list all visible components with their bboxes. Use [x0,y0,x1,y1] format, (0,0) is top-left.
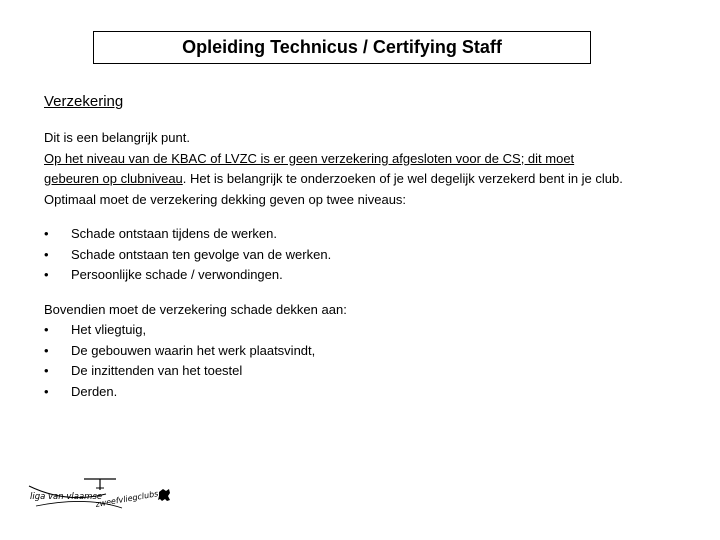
slide-title: Opleiding Technicus / Certifying Staff [182,37,502,57]
intro-line-2: Op het niveau van de KBAC of LVZC is er geen verzekering afgesloten voor de CS; dit moet [44,150,575,166]
glider-lion-logo-icon [26,474,176,514]
svg-text:liga van vlaamse: liga van vlaamse [30,492,103,502]
bullet: • [44,342,49,358]
list-item-text: Schade ontstaan ten gevolge van de werken. [71,246,332,262]
list-item-text: Persoonlijke schade / verwondingen. [71,267,283,282]
list-item-text: De gebouwen waarin het werk plaatsvindt, [71,342,316,358]
levels-list [44,224,694,286]
bullet: • [44,246,49,262]
list-item [44,382,694,403]
list-item [44,320,694,341]
list-item [44,341,694,362]
section-heading: Verzekering [44,93,124,110]
slide-title-box [93,31,591,64]
intro-line-3 [44,169,694,190]
list-item [44,224,694,245]
list-item-text: Schade ontstaan tijdens de werken. [71,226,277,241]
coverage-intro: Bovendien moet de verzekering schade dekken aan: [44,301,347,317]
bullet: • [44,226,49,241]
slide-content [44,93,694,402]
list-item-text: De inzittenden van het toestel [71,363,243,378]
bullet: • [44,363,49,378]
list-item [44,361,694,382]
intro-line-3-underlined: gebeuren op clubniveau [44,171,183,186]
intro-line-1: Dit is een belangrijk punt. [44,130,190,145]
bullet: • [44,267,49,282]
coverage-list [44,320,694,402]
intro-line-3-rest: . Het is belangrijk te onderzoeken of je wel degelijk verzekerd bent in je club. [182,171,623,186]
list-item [44,265,694,286]
bullet: • [44,322,49,337]
intro-line-4: Optimaal moet de verzekering dekking geven op twee niveaus: [44,191,407,207]
bullet: • [44,383,49,399]
list-item-text: Derden. [71,383,118,399]
svg-text:zweefvliegclubs: zweefvliegclubs [94,489,159,509]
list-item-text: Het vliegtuig, [71,322,147,337]
list-item [44,245,694,266]
